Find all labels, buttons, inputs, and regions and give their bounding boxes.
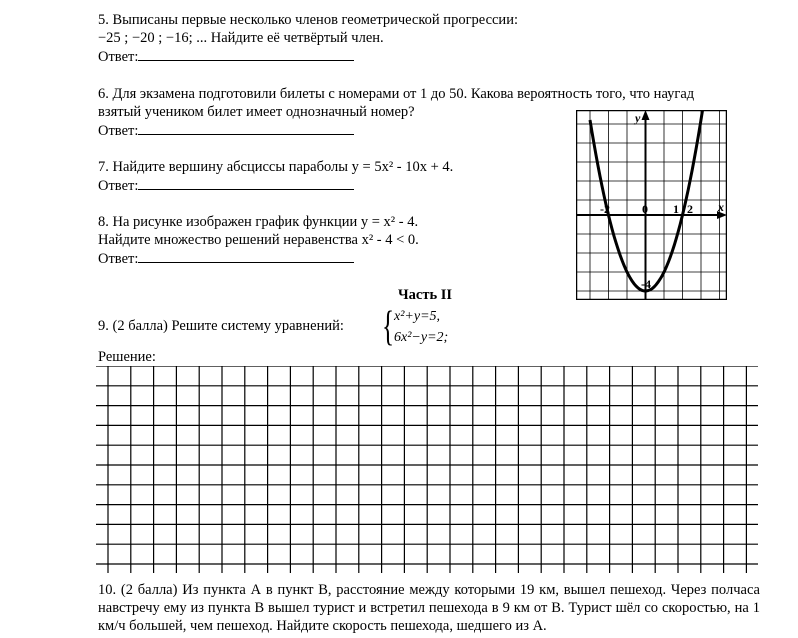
q5-answer [98,47,354,66]
equation-2: 6x²−y=2; [394,330,449,345]
y-axis-label: y [635,111,641,125]
parabola-graph [576,110,727,300]
answer-blank[interactable] [138,249,354,263]
q5-text-1: 5. Выписаны первые несколько членов геометрической прогрессии: [98,12,518,28]
answer-label: Ответ: [98,178,139,194]
answer-blank[interactable] [138,176,354,190]
answer-label: Ответ: [98,123,139,139]
q8-text-1: 8. На рисунке изображен график функции y = x² - 4. [98,214,419,230]
solution-grid[interactable] [96,366,758,573]
equation-system [382,305,472,351]
x-axis-label: x [718,200,724,214]
answer-blank[interactable] [138,47,354,61]
tick-label-minus4: -4 [641,277,651,291]
part-2-title: Часть II [398,287,453,303]
q5-text-2: −25 ; −20 ; −16; ... Найдите её четвёртый член. [98,30,384,46]
tick-label-minus2: -2 [600,202,610,216]
origin-label: 0 [642,202,648,216]
answer-label: Ответ: [98,251,139,267]
q7-answer [98,176,354,195]
q8-answer [98,249,354,268]
q7-text: 7. Найдите вершину абсциссы параболы y = 5x² - 10x + 4. [98,159,454,175]
solution-label: Решение: [98,349,156,365]
q10-text: 10. (2 балла) Из пункта А в пункт В, расстояние между которыми 19 км, вышел пешеход. Через полчаса навстречу ему из пункта В вышел турист и встретил пешехода в 9 км от В. Турист шёл со скоростью, на 1 км/ч большей, чем пешеход. Найдите скорость пешехода, шедшего из А. [98,582,760,634]
q9-text: 9. (2 балла) Решите систему уравнений: [98,318,344,334]
answer-blank[interactable] [138,121,354,135]
q6-text-2: взятый учеником билет имеет однозначный номер? [98,104,415,120]
tick-label-2: 2 [687,202,693,216]
q6-answer [98,121,354,140]
graph-frame [577,111,727,300]
system-brace: { [382,304,395,350]
q6-text-1: 6. Для экзамена подготовили билеты с номерами от 1 до 50. Какова вероятность того, что наугад [98,86,695,102]
tick-label-1: 1 [673,202,679,216]
answer-label: Ответ: [98,49,139,65]
q8-text-2: Найдите множество решений неравенства x² - 4 < 0. [98,232,419,248]
equation-1: x²+y=5, [394,309,441,324]
